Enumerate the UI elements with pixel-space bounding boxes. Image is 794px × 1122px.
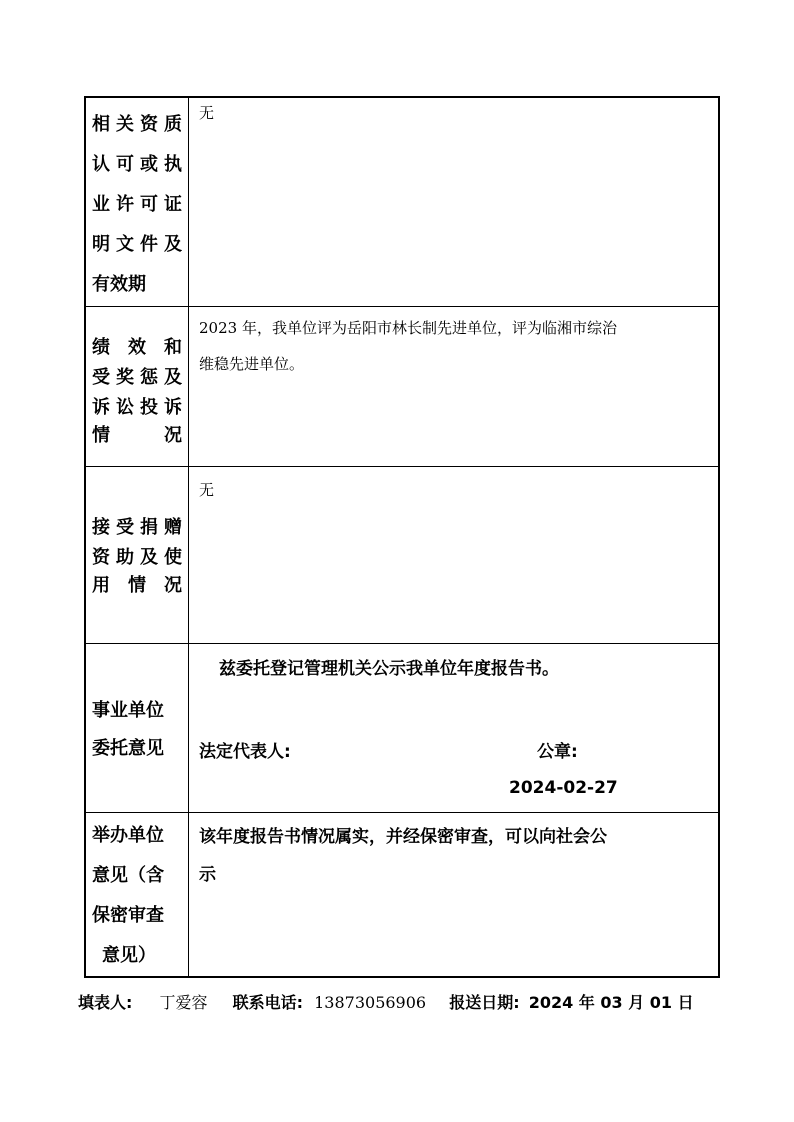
label-line: 接 受 捐 赠 [92,517,182,538]
label-line: 绩 效 和 [92,337,182,358]
entrustment-date: 2024-02-27 [509,778,618,798]
label-line: 意见） [102,945,156,966]
label-line: 情 况 [92,425,182,446]
label-line: 受 奖 惩 及 [92,367,182,388]
row-content [189,307,718,466]
filler-name: 丁爱容 [159,993,208,1012]
row-content [189,98,718,306]
phone-number: 13873056906 [314,993,427,1012]
label-line: 资 助 及 使 [92,547,182,568]
content-line: 示 [199,865,216,885]
form-footer [78,990,758,1013]
legal-rep-label: 法定代表人: [199,742,291,762]
content-text: 无 [199,481,215,499]
filler-label: 填表人: [78,993,133,1012]
label-line: 认 可 或 执 [92,154,182,175]
submit-date-label: 报送日期: [449,993,520,1012]
content-line: 维稳先进单位。 [199,355,305,373]
row-sponsor-opinion [86,813,718,976]
label-line: 委托意见 [92,738,164,759]
row-performance [86,307,718,467]
label-line: 用 情 况 [92,575,182,596]
row-label [86,307,189,466]
label-line: 事业单位 [92,700,164,721]
label-line: 业 许 可 证 [92,194,182,215]
label-line: 明 文 件 及 [92,234,182,255]
row-label [86,813,189,976]
content-line: 2023 年，我单位评为岳阳市林长制先进单位，评为临湘市综治 [199,319,617,337]
row-label [86,467,189,643]
row-label [86,98,189,306]
entrustment-statement: 兹委托登记管理机关公示我单位年度报告书。 [219,659,559,679]
label-line: 诉 讼 投 诉 [92,397,182,418]
phone-label: 联系电话: [232,993,304,1012]
content-text: 无 [199,104,215,122]
content-line: 该年度报告书情况属实，并经保密审查，可以向社会公 [199,827,607,847]
row-label [86,644,189,812]
row-content [189,644,718,812]
row-content [189,813,718,976]
label-line: 有效期 [92,274,146,295]
label-line: 保密审查 [92,905,164,926]
label-line: 意见（含 [92,865,164,886]
row-qualifications [86,98,718,307]
row-content [189,467,718,643]
label-line: 相 关 资 质 [92,114,182,135]
seal-label: 公章: [537,742,578,762]
row-entrustment [86,644,718,813]
submit-date: 2024 年 03 月 01 日 [528,993,694,1012]
label-line: 举办单位 [92,825,164,846]
row-donations [86,467,718,644]
annual-report-form [84,96,720,978]
